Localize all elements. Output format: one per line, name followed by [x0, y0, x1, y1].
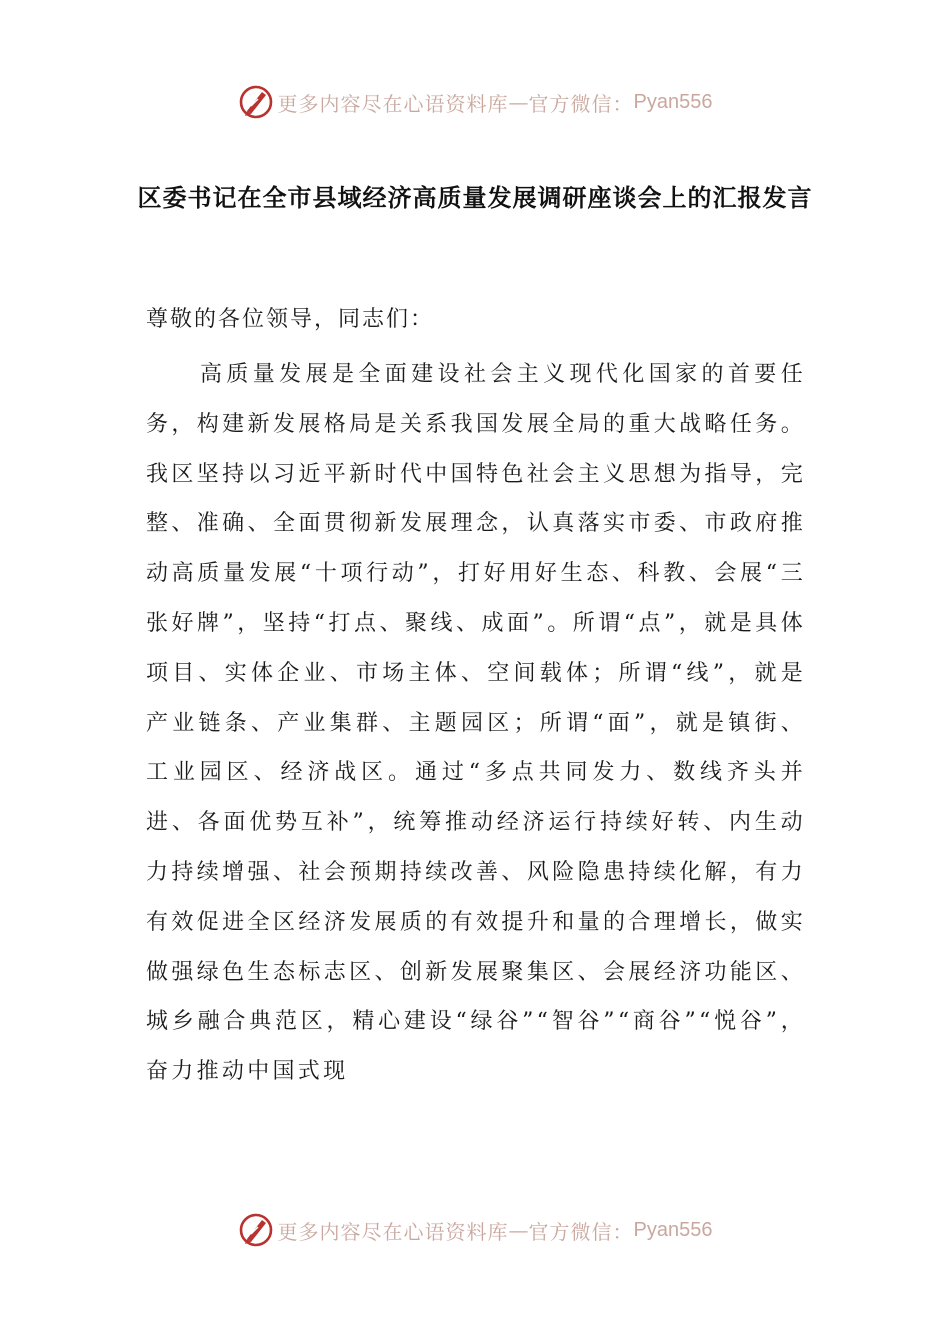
footer-watermark	[0, 1208, 950, 1252]
body-paragraph: 高质量发展是全面建设社会主义现代化国家的首要任务，构建新发展格局是关系我国发展全局的重大战略任务。我区坚持以习近平新时代中国特色社会主义思想为指导，完整、准确、全面贯彻新发展理念，认真落实市委、市政府推动高质量发展“十项行动”，打好用好生态、科教、会展“三张好牌”，坚持“打点、聚线、成面”。所谓“点”，就是具体项目、实体企业、市场主体、空间载体；所谓“线”，就是产业链条、产业集群、主题园区；所谓“面”，就是镇街、工业园区、经济战区。通过“多点共同发力、数线齐头并进、各面优势互补”，统筹推动经济运行持续好转、内生动力持续增强、社会预期持续改善、风险隐患持续化解，有力有效促进全区经济发展质的有效提升和量的合理增长，做实做强绿色生态标志区、创新发展聚集区、会展经济功能区、城乡融合典范区，精心建设“绿谷”“智谷”“商谷”“悦谷”，奋力推动中国式现	[146, 362, 806, 1085]
header-watermark	[0, 80, 950, 124]
banner-dash: —	[508, 90, 529, 114]
banner-wechat-id: Pyan556	[633, 90, 713, 113]
document-title: 区委书记在全市县域经济高质量发展调研座谈会上的汇报发言	[137, 184, 813, 212]
salutation: 尊敬的各位领导，同志们：	[146, 307, 435, 332]
banner-wechat-label: 官方微信：	[528, 91, 634, 116]
banner-text: 更多内容尽在心语资料库	[277, 91, 509, 116]
pen-logo-icon	[238, 84, 274, 120]
pen-logo-icon	[238, 1212, 274, 1248]
banner-wechat-id: Pyan556	[633, 1218, 713, 1241]
banner-wechat-label: 官方微信：	[528, 1219, 634, 1244]
banner-text: 更多内容尽在心语资料库	[277, 1219, 509, 1244]
banner-dash: —	[508, 1218, 529, 1242]
